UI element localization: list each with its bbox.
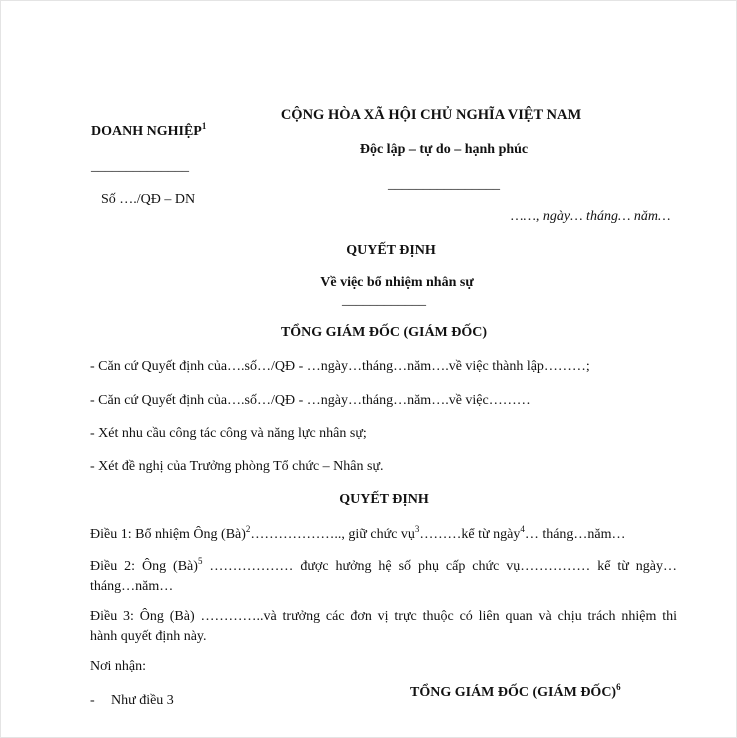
org-rule: ______________	[91, 159, 189, 174]
ground-3: - Xét nhu cầu công tác công và năng lực nhân sự;	[90, 426, 367, 441]
authority-title: TỔNG GIÁM ĐỐC (GIÁM ĐỐC)	[280, 325, 488, 340]
ground-1: - Căn cứ Quyết định của….số…/QĐ - …ngày…tháng…năm….về việc thành lập………;	[90, 359, 590, 374]
document-number: Số …./QĐ – DN	[101, 192, 196, 207]
recipient-item: Như điều 3	[111, 693, 174, 708]
ground-2: - Căn cứ Quyết định của….số…/QĐ - …ngày…tháng…năm….về việc………	[90, 393, 531, 408]
article-1: Điều 1: Bổ nhiệm Ông (Bà)$^2$……………….., giữ chức vụ$^3$………kể từ ngày$^4$… tháng…năm…	[90, 524, 626, 542]
decision-subject: Về việc bổ nhiệm nhân sự	[320, 275, 474, 290]
article-2: Điều 2: Ông (Bà)$^5$ ……………… được hưởng hệ số phụ cấp chức vụ…………… kể từ ngày… tháng…năm…	[90, 556, 677, 594]
motto: Độc lập – tự do – hạnh phúc	[359, 142, 529, 157]
recipient-bullet: -	[90, 693, 95, 708]
motto-rule: ________________	[388, 177, 500, 192]
decision-title: QUYẾT ĐỊNH	[346, 243, 436, 258]
date-line: ……, ngày… tháng… năm…	[511, 209, 671, 224]
org-name-text: DOANH NGHIỆP	[91, 124, 202, 139]
subject-rule: ____________	[342, 293, 426, 308]
decision-heading: QUYẾT ĐỊNH	[339, 492, 429, 507]
recipients-label: Nơi nhận:	[90, 659, 147, 674]
org-name	[91, 123, 206, 141]
ground-4: - Xét đề nghị của Trưởng phòng Tổ chức – Nhân sự.	[90, 459, 384, 474]
article-3: Điều 3: Ông (Bà) …………..và trưởng các đơn vị trực thuộc có liên quan và chịu trách nhiệm thi hành quyết định này.	[90, 609, 677, 644]
nation-title: CỘNG HÒA XÃ HỘI CHỦ NGHĨA VIỆT NAM	[280, 107, 582, 123]
signature-title: TỔNG GIÁM ĐỐC (GIÁM ĐỐC)$^6$	[410, 682, 621, 700]
footnote-ref: 1	[201, 121, 207, 131]
